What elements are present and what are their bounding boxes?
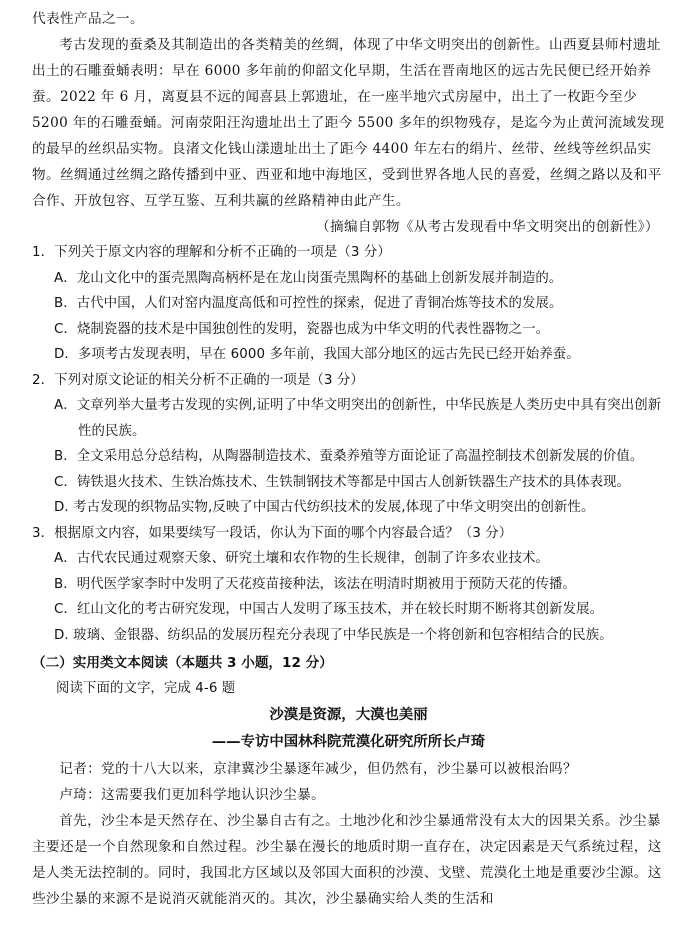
option-d: D. 考古发现的织物品实物,反映了中国古代纺织技术的发展,体现了中华文明突出的创新性。	[54, 500, 595, 515]
article-subtitle: ——专访中国林科院荒漠化研究所所长卢琦	[211, 733, 486, 750]
passage-line-continuation: 代表性产品之一。	[32, 11, 144, 27]
option-c: C．烧制瓷器的技术是中国独创性的发明，瓷器也成为中华文明的代表性器物之一。	[54, 321, 550, 337]
option-b: B．全文采用总分总结构，从陶器制造技术、蚕桑养殖等方面论证了高温控制技术创新发展的价值。	[54, 449, 644, 464]
question-stem: 2．下列对原文论证的相关分析不正确的一项是（3 分）	[32, 372, 364, 388]
question-stem: 3．根据原文内容，如果要续写一段话，你认为下面的哪个内容最合适？（3 分）	[32, 525, 513, 541]
option-a: A．文章列举大量考古发现的实例,证明了中华文明突出的创新性，中华民族是人类历史中具有突出创新性的民族。	[54, 398, 662, 439]
question-stem: 1．下列关于原文内容的理解和分析不正确的一项是（3 分）	[32, 245, 391, 260]
option-c: C．铸铁退火技术、生铁冶炼技术、生铁制钢技术等都是中国古人创新铁器生产技术的具体表现。	[54, 474, 631, 490]
option-d: D. 玻璃、金银器、纺织品的发展历程充分表现了中华民族是一个将创新和包容相结合的民族。	[54, 627, 613, 643]
option-b: B．古代中国，人们对窑内温度高低和可控性的探索，促进了青铜冶炼等技术的发展。	[54, 296, 563, 311]
section-heading: （二）实用类文本阅读（本题共 3 小题，12 分）	[32, 655, 333, 671]
article-title: 沙漠是资源，大漠也美丽	[269, 706, 428, 723]
question-3	[32, 521, 665, 649]
option-a: A．古代农民通过观察天象、研究土壤和农作物的生长规律，创制了许多农业技术。	[54, 551, 549, 566]
question-1	[32, 240, 665, 368]
option-d: D．多项考古发现表明，早在 6000 多年前，我国大部分地区的远古先民已经开始养蚕。	[54, 347, 580, 362]
section-instruction: 阅读下面的文字，完成 4-6 题	[56, 681, 236, 696]
interview-paragraph: 首先，沙尘本是天然存在、沙尘暴自古有之。土地沙化和沙尘暴通常没有太大的因果关系。沙尘暴主要还是一个自然现象和自然过程。沙尘暴在漫长的地质时期一直存在，决定因素是天气系统过程，这是人类无法控制的。同时，我国北方区域以及邻国大面积的沙漠、戈壁、荒漠化土地是重要沙尘源。这些沙尘暴的来源不是说消灭就能消灭的。其次，沙尘暴确实给人类的生活和	[32, 812, 662, 907]
option-c: C．红山文化的考古研究发现，中国古人发明了琢玉技术，并在较长时期不断将其创新发展。	[54, 602, 604, 617]
option-b: B．明代医学家李时中发明了天花疫苗接种法，该法在明清时期被用于预防天花的传播。	[54, 576, 576, 592]
question-2	[32, 368, 665, 521]
passage-paragraph: 考古发现的蚕桑及其制造出的各类精美的丝绸，体现了中华文明突出的创新性。山西夏县师村遗址出土的石雕蚕蛹表明：早在 6000 多年前的仰韶文化早期，生活在晋南地区的远古先民便已经开始养蚕。2022 年 6 月，离夏县不远的闻喜县上郭遗址，在一座半地穴式房屋中，出土了一枚距今至少 5200 年的石雕蚕蛹。河南荥阳汪沟遗址出土了距今 5500 多年的织物残存，是迄今为止黄河流域发现的最早的丝织品实物。良渚文化钱山漾遗址出土了距今 4400 年左右的绢片、丝带、丝线等丝织品实物。丝绸通过丝绸之路传播到中亚、西亚和地中海地区，受到世界各地人民的喜爱，丝绸之路以及和平合作、开放包容、互学互鉴、互利共赢的丝路精神由此产生。	[32, 37, 665, 209]
interview-paragraph: 卢琦：这需要我们更加科学地认识沙尘暴。	[59, 786, 326, 803]
option-a: A．龙山文化中的蛋壳黑陶高柄杯是在龙山岗蛋壳黑陶杯的基础上创新发展并制造的。	[54, 270, 563, 286]
passage-source: （摘编自郭物《从考古发现看中华文明突出的创新性》）	[315, 219, 659, 235]
interview-paragraph: 记者：党的十八大以来，京津冀沙尘暴逐年减少，但仍然有，沙尘暴可以被根治吗？	[59, 760, 577, 777]
